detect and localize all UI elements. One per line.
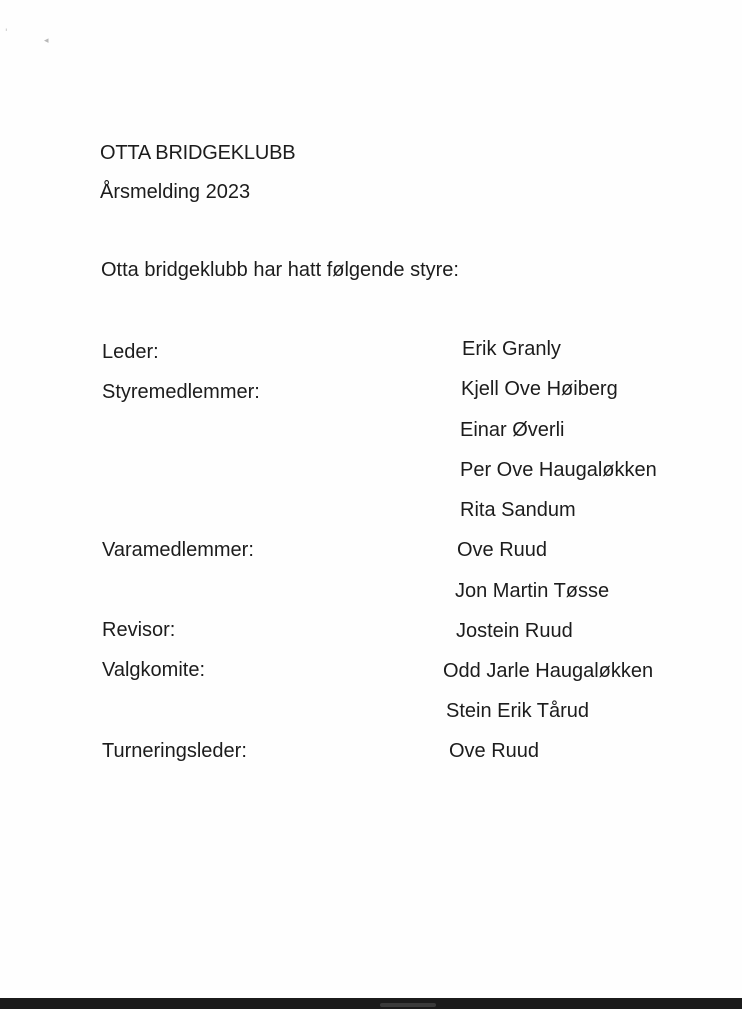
home-indicator[interactable]	[380, 1003, 436, 1007]
role-label-leder: Leder:	[102, 341, 159, 363]
role-label-valgkomite: Valgkomite:	[102, 659, 206, 681]
intro-sentence: Otta bridgeklubb har hatt følgende styre:	[101, 259, 459, 281]
member-name: Jon Martin Tøsse	[455, 580, 610, 602]
role-label-revisor: Revisor:	[102, 619, 176, 641]
member-name: Jostein Ruud	[456, 620, 573, 642]
member-name: Stein Erik Tårud	[446, 700, 590, 722]
role-label-turneringsleder: Turneringsleder:	[102, 740, 247, 762]
member-name: Odd Jarle Haugaløkken	[443, 660, 654, 682]
scan-speck: '	[5, 28, 8, 38]
member-name: Einar Øverli	[460, 419, 565, 441]
scan-speck: ◂	[44, 36, 49, 46]
member-name: Ove Ruud	[457, 539, 548, 561]
member-name: Ove Ruud	[449, 740, 540, 762]
role-label-varamedlemmer: Varamedlemmer:	[102, 539, 254, 561]
member-name: Kjell Ove Høiberg	[461, 378, 618, 400]
club-name-heading: OTTA BRIDGEKLUBB	[100, 142, 296, 164]
bottom-bar	[0, 998, 742, 1009]
member-name: Rita Sandum	[460, 499, 576, 521]
member-name: Erik Granly	[462, 338, 561, 360]
report-title: Årsmelding 2023	[100, 181, 251, 203]
role-label-styremedlemmer: Styremedlemmer:	[102, 381, 260, 403]
member-name: Per Ove Haugaløkken	[460, 459, 657, 481]
